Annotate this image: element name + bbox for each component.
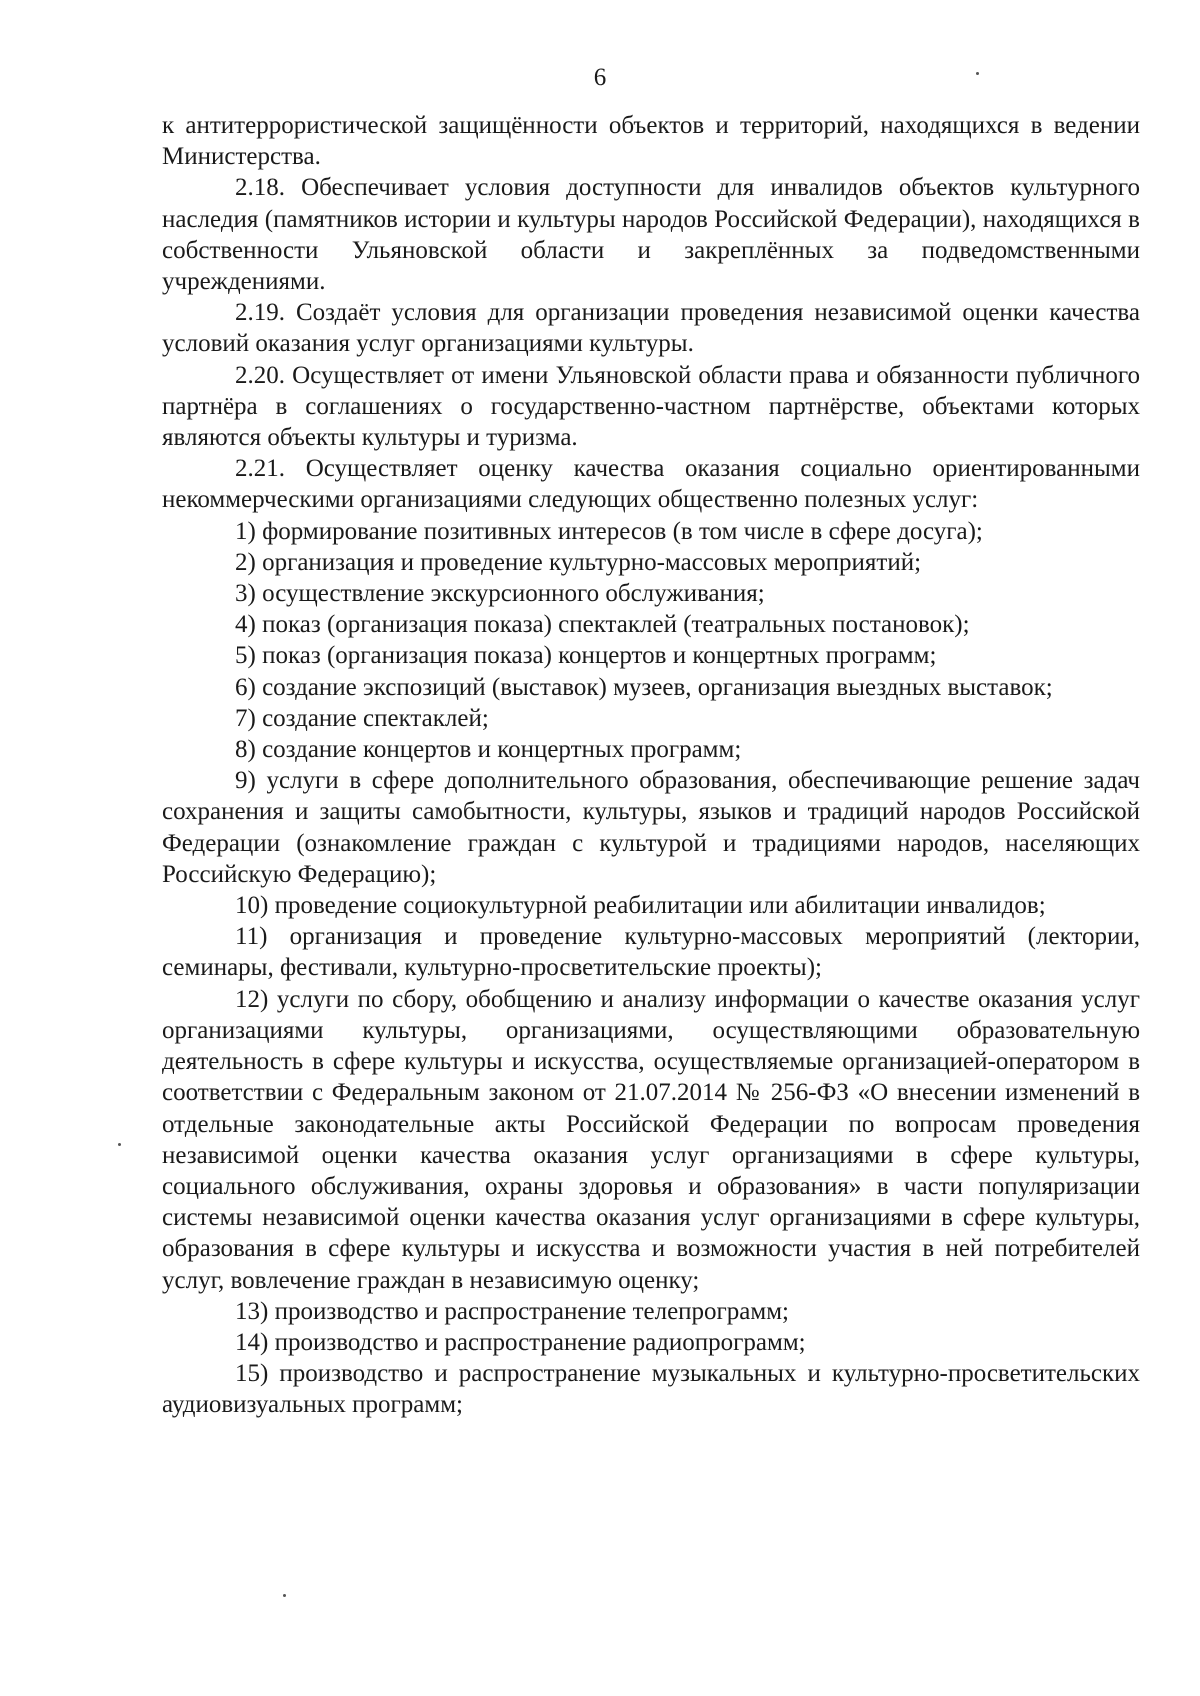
- list-item-4: 4) показ (организация показа) спектаклей (театральных постановок);: [235, 611, 970, 639]
- list-item-3: 3) осуществление экскурсионного обслуживания;: [235, 580, 765, 608]
- list-item-10: 10) проведение социокультурной реабилитации или абилитации инвалидов;: [235, 892, 1046, 920]
- paragraph-2-18: 2.18. Обеспечивает условия доступности для инвалидов объектов культурного наследия (памятников истории и культуры народов Российской Федерации), находящихся в собственности Ульяновской области и закреплённых за подведомственными учреждениями.: [162, 174, 1140, 296]
- paragraph-2-20: 2.20. Осуществляет от имени Ульяновской области права и обязанности публичного партнёра в соглашениях о государственно-частном партнёрстве, объектами которых являются объекты культуры и туризма.: [162, 361, 1140, 452]
- list-item-15: 15) производство и распространение музыкальных и культурно-просветительских аудиовизуальных программ;: [162, 1360, 1140, 1419]
- page-number: 6: [593, 64, 607, 91]
- paragraph-continuation: к антитеррористической защищённости объектов и территорий, находящихся в ведении Министерства.: [162, 112, 1140, 171]
- document-body: [162, 110, 1140, 1421]
- list-item-5: 5) показ (организация показа) концертов и концертных программ;: [235, 642, 937, 670]
- list-item-11: 11) организация и проведение культурно-массовых мероприятий (лектории, семинары, фестивали, культурно-просветительские проекты);: [162, 923, 1140, 982]
- scan-speck: [118, 1143, 121, 1146]
- paragraph-2-19: 2.19. Создаёт условия для организации проведения независимой оценки качества условий оказания услуг организациями культуры.: [162, 299, 1140, 358]
- list-item-12: 12) услуги по сбору, обобщению и анализу информации о качестве оказания услуг организациями культуры, организациями, осуществляющими образовательную деятельность в сфере культуры и искусства, осуществляемые организацией-оператором в соответствии с Федеральным законом от 21.07.2014 № 256-ФЗ «О внесении изменений в отдельные законодательные акты Российской Федерации по вопросам проведения независимой оценки качества оказания услуг организациями в сфере культуры, социального обслуживания, охраны здоровья и образования» в части популяризации системы независимой оценки качества оказания услуг организациями в сфере культуры, образования в сфере культуры и искусства и возможности участия в ней потребителей услуг, вовлечение граждан в независимую оценку;: [162, 985, 1140, 1294]
- list-item-9: 9) услуги в сфере дополнительного образования, обеспечивающие решение задач сохранения и защиты самобытности, культуры, языков и традиций народов Российской Федерации (ознакомление граждан с культурой и традициями народов, населяющих Российскую Федерацию);: [162, 767, 1140, 888]
- list-item-13: 13) производство и распространение телепрограмм;: [235, 1297, 789, 1325]
- list-item-7: 7) создание спектаклей;: [235, 704, 489, 732]
- list-item-14: 14) производство и распространение радиопрограмм;: [235, 1328, 806, 1356]
- scan-speck: [283, 1594, 286, 1597]
- list-item-2: 2) организация и проведение культурно-массовых мероприятий;: [235, 548, 922, 576]
- list-item-1: 1) формирование позитивных интересов (в том числе в сфере досуга);: [235, 517, 983, 545]
- list-item-8: 8) создание концертов и концертных программ;: [235, 736, 742, 764]
- scan-speck: [976, 72, 979, 75]
- list-item-6: 6) создание экспозиций (выставок) музеев, организация выездных выставок;: [235, 673, 1053, 701]
- paragraph-2-21: 2.21. Осуществляет оценку качества оказания социально ориентированными некоммерческими организациями следующих общественно полезных услуг:: [162, 455, 1140, 514]
